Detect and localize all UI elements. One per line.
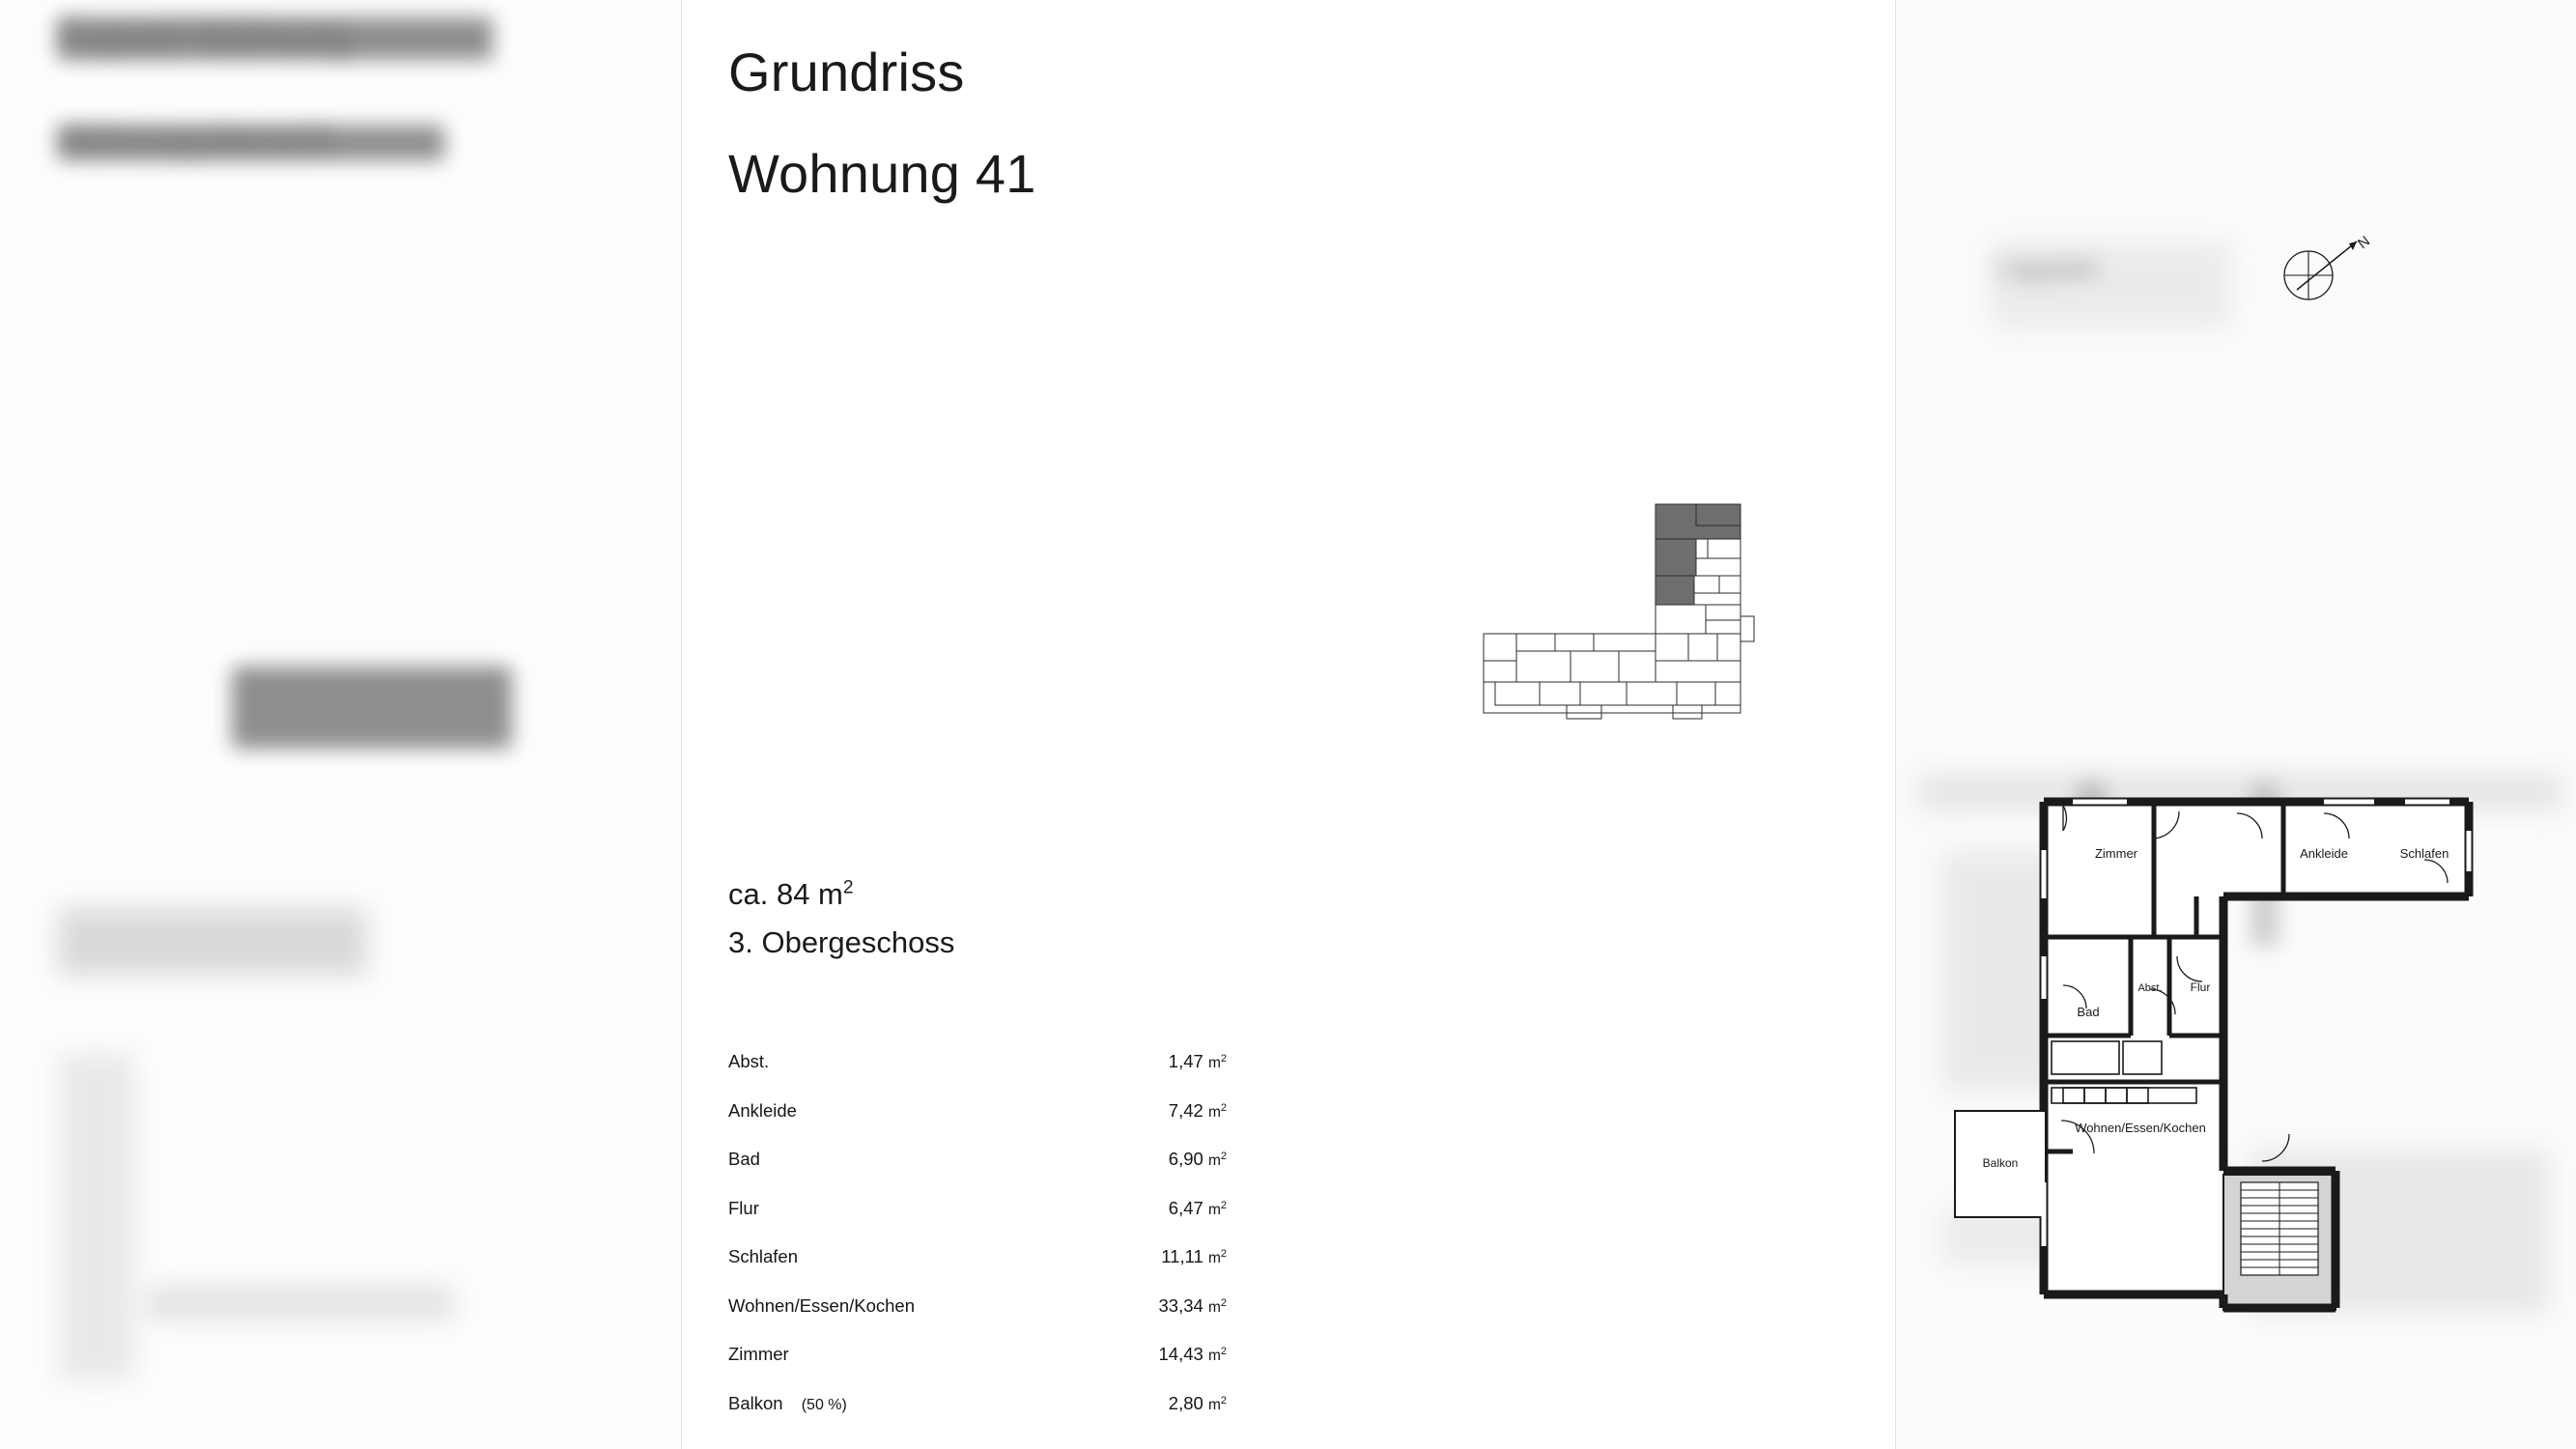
- room-label: Schlafen: [728, 1246, 798, 1266]
- room-label: Zimmer: [728, 1344, 789, 1364]
- table-row: [728, 1295, 1227, 1345]
- room-area-value: 2,80: [1168, 1392, 1203, 1413]
- room-label: Balkon: [728, 1392, 783, 1413]
- room-area: [1169, 1149, 1227, 1170]
- room-area-unit: $m^2$: [1207, 1247, 1227, 1266]
- room-area-unit: $m^2$: [1207, 1150, 1227, 1169]
- room-area: [1169, 1393, 1227, 1414]
- table-row: [728, 1198, 1227, 1247]
- room-area-value: 1,47: [1168, 1051, 1203, 1071]
- background-blur-image-1: [232, 667, 512, 749]
- room-name: [728, 1198, 1169, 1219]
- room-area: [1159, 1344, 1227, 1365]
- room-area: [1169, 1100, 1227, 1122]
- room-area-unit: $m^2$: [1207, 1101, 1227, 1121]
- room-name: [728, 1051, 1169, 1072]
- background-blur-text-block-2: [58, 1053, 135, 1381]
- room-area-value: 6,90: [1168, 1149, 1203, 1169]
- room-label-abst: Abst.: [2137, 982, 2163, 994]
- compass-north-label: N: [2354, 233, 2374, 253]
- room-name: [728, 1344, 1159, 1365]
- room-area-value: 14,43: [1158, 1344, 1203, 1364]
- table-row: [728, 1100, 1227, 1150]
- room-name: [728, 1246, 1161, 1267]
- table-row: [728, 1344, 1227, 1393]
- background-blur-label-left: Exposé Wohnung: [60, 17, 350, 58]
- room-label: Ankleide: [728, 1099, 797, 1121]
- room-area: [1169, 1198, 1227, 1219]
- room-label-schlafen: Schlafen: [2399, 846, 2449, 861]
- key-plan-overview: [1466, 502, 1795, 734]
- room-label-wohnen: Wohnen/Essen/Kochen: [2075, 1121, 2206, 1135]
- room-label-zimmer: Zimmer: [2094, 846, 2138, 861]
- room-area-unit: $m^2$: [1207, 1296, 1227, 1316]
- room-area-unit: $m^2$: [1207, 1052, 1227, 1071]
- room-name: [728, 1149, 1169, 1170]
- floor-level: 3. Obergeschoss: [728, 925, 955, 959]
- room-area-value: 7,42: [1168, 1099, 1203, 1121]
- room-area: [1169, 1051, 1227, 1072]
- room-area-table: [728, 1051, 1227, 1441]
- room-area-unit: $m^2$: [1207, 1199, 1227, 1218]
- background-blur-label-right: Lageplan: [1997, 253, 2101, 282]
- room-label: Flur: [728, 1197, 759, 1218]
- room-name: [728, 1393, 1169, 1414]
- room-label-bad: Bad: [2077, 1005, 2100, 1019]
- background-blur-text-block-3: [145, 1285, 454, 1321]
- room-name: [728, 1100, 1169, 1122]
- table-row: [728, 1051, 1227, 1100]
- room-label: Abst.: [728, 1051, 770, 1071]
- page-title-line1: Grundriss: [728, 41, 965, 102]
- room-label-balkon: Balkon: [1982, 1156, 2019, 1170]
- background-blur-text-block-1: [58, 908, 367, 976]
- page-title-line2: Wohnung 41: [728, 142, 1036, 204]
- floor-plan-drawing: [1982, 792, 2488, 1314]
- room-area-unit: $m^2$: [1207, 1394, 1227, 1413]
- table-row: [728, 1393, 1227, 1442]
- room-area-value: 6,47: [1168, 1197, 1203, 1218]
- total-area-unit-exponent: 2: [842, 877, 854, 898]
- room-area: [1161, 1246, 1227, 1267]
- table-row: [728, 1246, 1227, 1295]
- room-area-value: 11,11: [1161, 1246, 1203, 1266]
- total-area-value: ca. 84 m: [728, 877, 843, 911]
- total-area: [728, 877, 854, 912]
- room-name: [728, 1295, 1159, 1317]
- table-row: [728, 1149, 1227, 1198]
- room-area-value: 33,34: [1158, 1294, 1203, 1316]
- room-label-ankleide: Ankleide: [2300, 846, 2348, 861]
- compass-rose-icon: [2274, 232, 2380, 309]
- staircase: [2223, 1175, 2335, 1310]
- room-label: Wohnen/Essen/Kochen: [728, 1294, 916, 1316]
- room-note: (50 %): [801, 1396, 847, 1413]
- background-blur-label-left-2: Wohnungsübersicht: [60, 122, 333, 156]
- room-area: [1159, 1295, 1227, 1317]
- room-label: Bad: [728, 1149, 760, 1169]
- room-area-unit: $m^2$: [1207, 1345, 1227, 1364]
- room-label-flur: Flur: [2190, 980, 2211, 994]
